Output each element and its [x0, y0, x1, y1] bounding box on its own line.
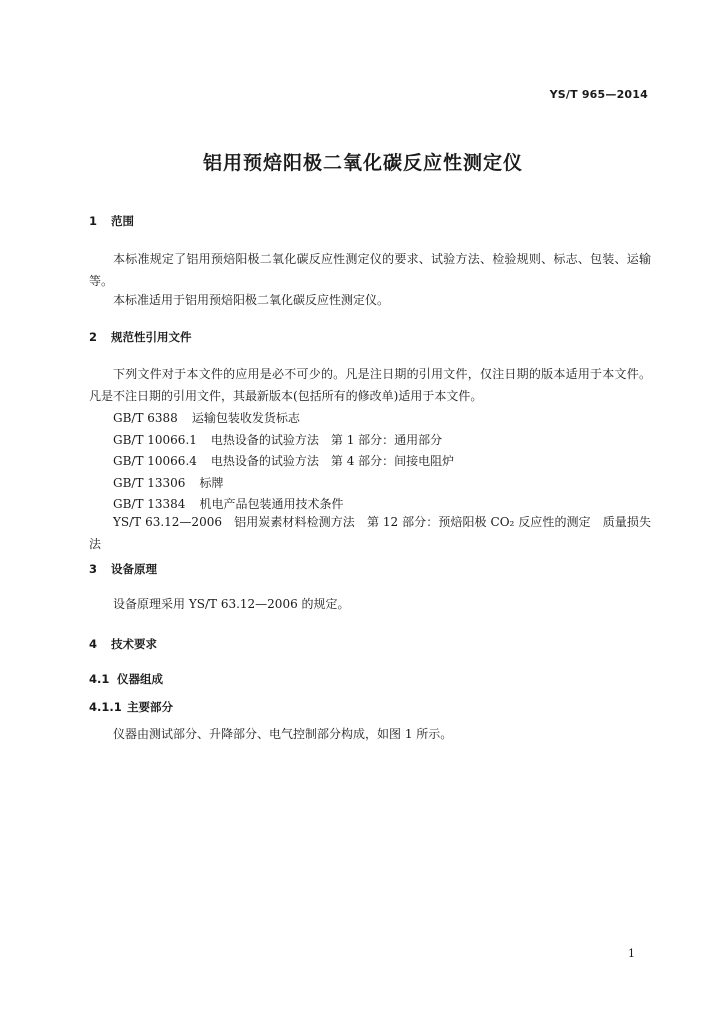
section-2-paragraph-1: 下列文件对于本文件的应用是必不可少的。凡是注日期的引用文件，仅注日期的版本适用于本文件。凡是不注日期的引用文件，其最新版本(包括所有的修改单)适用于本文件。: [89, 367, 651, 403]
reference-code: GB/T 10066.4: [113, 454, 197, 468]
reference-code: GB/T 13384: [113, 497, 186, 511]
section-title: 范围: [111, 214, 134, 228]
reference-title: 电热设备的试验方法 第 4 部分：间接电阻炉: [210, 454, 455, 468]
document-title: 铝用预焙阳极二氧化碳反应性测定仪: [202, 152, 523, 174]
section-number: 1: [89, 214, 98, 228]
reference-item: [113, 431, 442, 448]
section-number: 2: [89, 330, 98, 344]
section-number: 3: [89, 562, 98, 576]
section-2-heading: [89, 329, 192, 345]
reference-code: GB/T 6388: [113, 411, 178, 425]
section-title: 仪器组成: [117, 672, 163, 686]
reference-item: [113, 474, 223, 491]
section-1-paragraph-2: 本标准适用于铝用预焙阳极二氧化碳反应性测定仪。: [113, 293, 390, 307]
reference-item: [113, 495, 343, 512]
section-1-paragraph-1: 本标准规定了铝用预焙阳极二氧化碳反应性测定仪的要求、试验方法、检验规则、标志、包装、运输等。: [89, 252, 651, 288]
section-3-heading: [89, 561, 157, 577]
section-number: 4.1.1: [89, 700, 122, 714]
reference-title: 机电产品包装通用技术条件: [199, 497, 344, 511]
section-title: 设备原理: [111, 562, 157, 576]
reference-title: 运输包装收发货标志: [191, 411, 300, 425]
section-4-1-heading: [89, 671, 163, 687]
section-1-heading: [89, 213, 134, 229]
section-number: 4.1: [89, 672, 110, 686]
reference-code: GB/T 10066.1: [113, 433, 197, 447]
standard-code: YS/T 965—2014: [549, 88, 648, 101]
section-title: 规范性引用文件: [111, 330, 192, 344]
section-title: 技术要求: [111, 637, 157, 651]
section-title: 主要部分: [127, 700, 173, 714]
reference-item: [113, 452, 454, 469]
page-number: 1: [628, 947, 635, 960]
reference-item-long: YS/T 63.12—2006 铝用炭素材料检测方法 第 12 部分：预焙阳极 CO₂ 反应性的测定 质量损失法: [89, 515, 651, 551]
reference-title: 电热设备的试验方法 第 1 部分：通用部分: [210, 433, 443, 447]
section-3-paragraph-1: 设备原理采用 YS/T 63.12—2006 的规定。: [113, 597, 350, 611]
section-4-1-1-paragraph-1: 仪器由测试部分、升降部分、电气控制部分构成，如图 1 所示。: [113, 727, 453, 741]
section-4-heading: [89, 636, 157, 652]
reference-title: 标牌: [199, 476, 224, 490]
section-number: 4: [89, 637, 98, 651]
reference-code: GB/T 13306: [113, 476, 186, 490]
reference-item: [113, 409, 300, 426]
section-4-1-1-heading: [89, 699, 173, 715]
